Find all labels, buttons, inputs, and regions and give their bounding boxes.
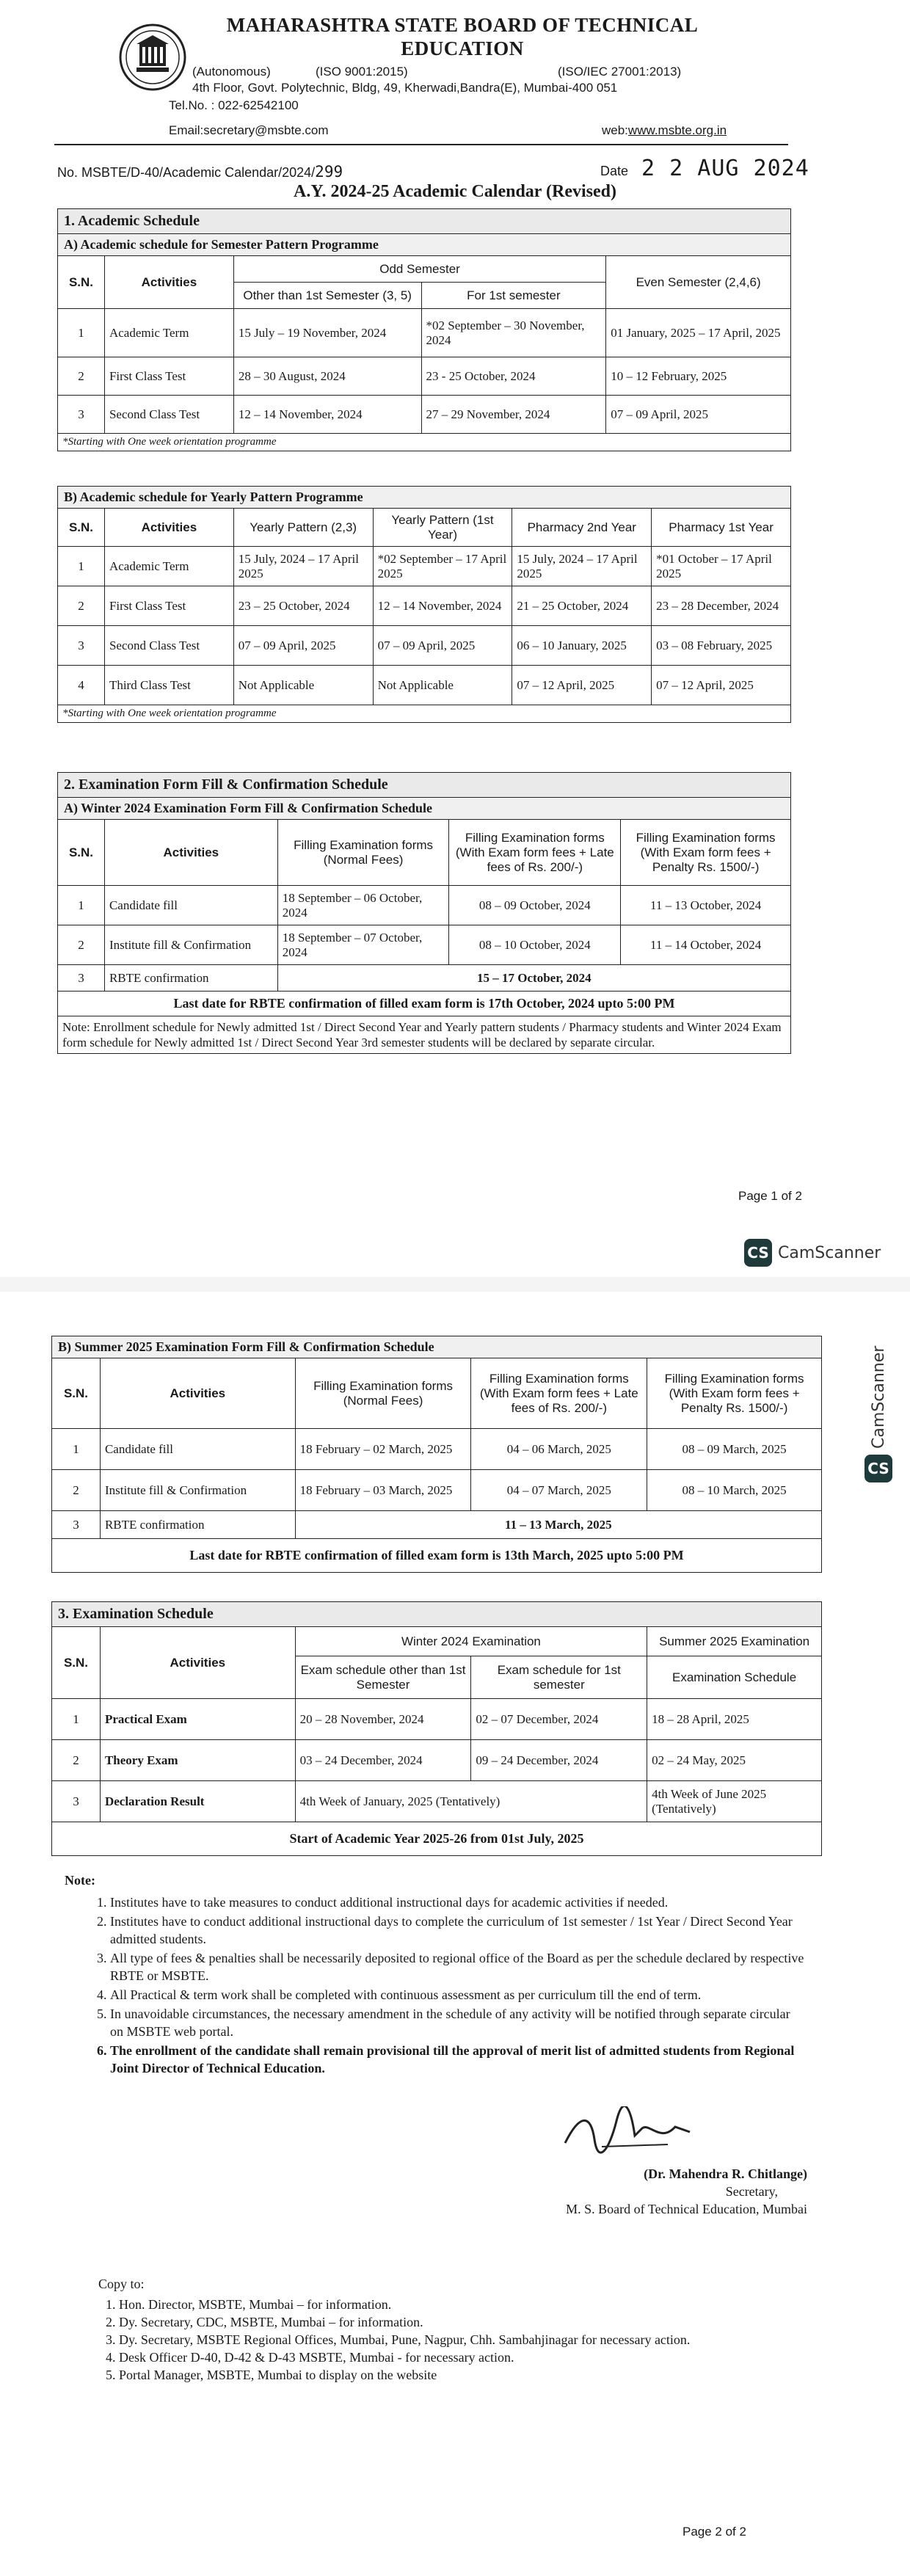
- website[interactable]: [602, 123, 727, 138]
- yearly-schedule-table: B) Academic schedule for Yearly Pattern Programme S.N. Activities Yearly Pattern (2,3) Yearly Pattern (1st Year) Pharmacy 2nd Year Pharmacy 1st Year 1 Academic Term 15 July, 2024 – 17 April 2025 *02 September – 17 April 2025 15 July, 2024 – 17 April 2025 *01 October – 17 April 2025 2 First Class Test 23 – 25 October, 2024 12 – 14 November, 2024 21 – 25 October, 2024 23 – 28 December, 2024 3 Second Class Test 07 – 09 April, 2025 07 – 09 April, 2025 06 – 10 January, 2025 03 – 08 February, 2025 4 Third Class Test Not Applicable Not Applicable 07 – 12 April, 2025 07 – 12 April, 2025 *Starting with One week orientation programme: [57, 486, 791, 723]
- document-title: A.Y. 2024-25 Academic Calendar (Revised): [294, 182, 616, 201]
- iso-27001: (ISO/IEC 27001:2013): [558, 65, 682, 79]
- list-item: 1. Hon. Director, MSBTE, Mumbai – for information.: [119, 2296, 818, 2313]
- section-2a-heading: A) Winter 2024 Examination Form Fill & Confirmation Schedule: [58, 798, 791, 820]
- table-row: 1 Candidate fill 18 February – 02 March, 2025 04 – 06 March, 2025 08 – 09 March, 2025: [52, 1429, 822, 1470]
- table-row: 1 Practical Exam 20 – 28 November, 2024 02 – 07 December, 2024 18 – 28 April, 2025: [52, 1699, 822, 1740]
- msbte-logo-icon: [117, 22, 188, 92]
- table-row: 1 Candidate fill 18 September – 06 October, 2024 08 – 09 October, 2024 11 – 13 October, 2024: [58, 886, 791, 925]
- table-row: 2 Institute fill & Confirmation 18 September – 07 October, 2024 08 – 10 October, 2024 11 – 14 October, 2024: [58, 925, 791, 965]
- examination-schedule-table: 3. Examination Schedule S.N. Activities Winter 2024 Examination Summer 2025 Examination Exam schedule other than 1st Semester Exam schedule for 1st semester Examination Schedule 1 Practical Exam 20 – 28 November, 2024 02 – 07 December, 2024 18 – 28 April, 2025 2 Theory Exam 03 – 24 December, 2024 09 – 24 December, 2024 02 – 24 May, 2025 3 Declaration Result 4th Week of January, 2025 (Tentatively) 4th Week of June 2025 (Tentatively) Start of Academic Year 2025-26 from 01st July, 2025: [51, 1601, 822, 1856]
- last-date-note: Last date for RBTE confirmation of filled exam form is 17th October, 2024 upto 5:00 PM: [58, 992, 791, 1016]
- table-row: 1 Academic Term 15 July – 19 November, 2024 *02 September – 30 November, 2024 01 January, 2025 – 17 April, 2025: [58, 309, 791, 357]
- section-3-heading: 3. Examination Schedule: [52, 1602, 822, 1627]
- list-item: 6. The enrollment of the candidate shall remain provisional till the approval of merit list of admitted students from Regional Joint Director of Technical Education.: [110, 2042, 806, 2077]
- table-row: 2 First Class Test 28 – 30 August, 2024 23 - 25 October, 2024 10 – 12 February, 2025: [58, 357, 791, 396]
- email: Email:secretary@msbte.com: [169, 123, 329, 137]
- signatory-org: M. S. Board of Technical Education, Mumbai: [566, 2202, 807, 2216]
- copy-label: Copy to:: [98, 2277, 145, 2291]
- list-item: 5. In unavoidable circumstances, the necessary amendment in the schedule of any activity will be notified through separate circular on MSBTE web portal.: [110, 2005, 806, 2040]
- camscanner-icon: CS: [744, 1239, 772, 1267]
- col-first-semester: For 1st semester: [421, 283, 606, 309]
- notes: [65, 1871, 806, 2078]
- signature-icon: [558, 2106, 697, 2158]
- list-item: 1. Institutes have to take measures to conduct additional instructional days for academic activities if needed.: [110, 1893, 806, 1911]
- list-item: 5. Portal Manager, MSBTE, Mumbai to display on the website: [119, 2366, 818, 2384]
- signatory-designation: Secretary,: [725, 2184, 778, 2199]
- winter-form-fill-table: 2. Examination Form Fill & Confirmation Schedule A) Winter 2024 Examination Form Fill & Confirmation Schedule S.N. Activities Filling Examination forms (Normal Fees) Filling Examination forms (With Exam form fees + Late fees of Rs. 200/-) Filling Examination forms (With Exam form fees + Penalty Rs. 1500/-) 1 Candidate fill 18 September – 06 October, 2024 08 – 09 October, 2024 11 – 13 October, 2024 2 Institute fill & Confirmation 18 September – 07 October, 2024 08 – 10 October, 2024 11 – 14 October, 2024 3 RBTE confirmation 15 – 17 October, 2024 Last date for RBTE confirmation of filled exam form is 17th October, 2024 upto 5:00 PM Note: Enrollment schedule for Newly admitted 1st / Direct Second Year and Yearly pattern students / Pharmacy students and Winter 2024 Exam form schedule for Newly admitted 1st / Direct Second Year 3rd semester students will be declared by separate circular.: [57, 772, 791, 1054]
- col-odd-semester: Odd Semester: [233, 256, 605, 283]
- list-item: 3. All type of fees & penalties shall be necessarily deposited to regional office of the Board as per the schedule declared by respective RBTE or MSBTE.: [110, 1949, 806, 1984]
- summer-form-fill-table: B) Summer 2025 Examination Form Fill & Confirmation Schedule S.N. Activities Filling Examination forms (Normal Fees) Filling Examination forms (With Exam form fees + Late fees of Rs. 200/-) Filling Examination forms (With Exam form fees + Penalty Rs. 1500/-) 1 Candidate fill 18 February – 02 March, 2025 04 – 06 March, 2025 08 – 09 March, 2025 2 Institute fill & Confirmation 18 February – 03 March, 2025 04 – 07 March, 2025 08 – 10 March, 2025 3 RBTE confirmation 11 – 13 March, 2025 Last date for RBTE confirmation of filled exam form is 13th March, 2025 upto 5:00 PM: [51, 1336, 822, 1573]
- iso-9001: (ISO 9001:2015): [316, 65, 408, 79]
- website-label: web:: [602, 123, 628, 137]
- table-row: 4 Third Class Test Not Applicable Not Applicable 07 – 12 April, 2025 07 – 12 April, 2025: [58, 666, 791, 705]
- page-number: Page 1 of 2: [738, 1189, 802, 1203]
- list-item: 4. All Practical & term work shall be completed with continuous assessment as per curriculum till the end of term.: [110, 1986, 806, 2004]
- section-2-heading: 2. Examination Form Fill & Confirmation Schedule: [58, 773, 791, 798]
- table-row: 3 RBTE confirmation 11 – 13 March, 2025: [52, 1511, 822, 1539]
- board-name: MAHARASHTRA STATE BOARD OF TECHNICAL EDUCATION: [226, 14, 699, 59]
- table-row: 2 Theory Exam 03 – 24 December, 2024 09 – 24 December, 2024 02 – 24 May, 2025: [52, 1740, 822, 1781]
- col-summer-2025: Summer 2025 Examination: [647, 1627, 822, 1656]
- signatory-name: (Dr. Mahendra R. Chitlange): [644, 2166, 807, 2181]
- list-item: 2. Dy. Secretary, CDC, MSBTE, Mumbai – for information.: [119, 2313, 818, 2331]
- copy-to: [98, 2275, 818, 2384]
- col-winter-2024: Winter 2024 Examination: [295, 1627, 647, 1656]
- reference-hand-number: 299: [315, 163, 343, 181]
- autonomous-label: (Autonomous): [192, 65, 271, 79]
- table-row: 3 Declaration Result 4th Week of January, 2025 (Tentatively) 4th Week of June 2025 (Tentatively): [52, 1781, 822, 1822]
- list-item: 3. Dy. Secretary, MSBTE Regional Offices, Mumbai, Pune, Nagpur, Chh. Sambahjinagar for necessary action.: [119, 2331, 818, 2348]
- enrollment-note: Note: Enrollment schedule for Newly admitted 1st / Direct Second Year and Yearly pattern students / Pharmacy students and Winter 2024 Exam form schedule for Newly admitted 1st / Direct Second Year 3rd semester students will be declared by separate circular.: [58, 1016, 791, 1054]
- notes-label: Note:: [65, 1873, 95, 1888]
- table-row: 1 Academic Term 15 July, 2024 – 17 April 2025 *02 September – 17 April 2025 15 July, 2024 – 17 April 2025 *01 October – 17 April 2025: [58, 547, 791, 586]
- address: 4th Floor, Govt. Polytechnic, Bldg, 49, Kherwadi,Bandra(E), Mumbai-400 051: [192, 81, 618, 95]
- page-gap: [0, 1277, 910, 1292]
- table-row: 2 First Class Test 23 – 25 October, 2024 12 – 14 November, 2024 21 – 25 October, 2024 23 – 28 December, 2024: [58, 586, 791, 626]
- website-link[interactable]: www.msbte.org.in: [627, 123, 727, 137]
- reference-number: No. MSBTE/D-40/Academic Calendar/2024/299: [57, 163, 343, 181]
- date-stamp: 2 2 AUG 2024: [641, 156, 809, 181]
- table-row: 3 RBTE confirmation 15 – 17 October, 2024: [58, 965, 791, 992]
- table-row: 3 Second Class Test 12 – 14 November, 2024 27 – 29 November, 2024 07 – 09 April, 2025: [58, 396, 791, 434]
- col-other-semester: Other than 1st Semester (3, 5): [233, 283, 421, 309]
- col-even-semester: Even Semester (2,4,6): [606, 256, 791, 309]
- date: Date 2 2 AUG 2024: [600, 156, 809, 181]
- camscanner-watermark: CS CamScanner: [744, 1239, 881, 1267]
- section-1a-heading: A) Academic schedule for Semester Pattern Programme: [58, 234, 791, 256]
- last-date-note: Last date for RBTE confirmation of filled exam form is 13th March, 2025 upto 5:00 PM: [52, 1539, 822, 1573]
- footnote: *Starting with One week orientation programme: [58, 705, 791, 723]
- col-sn: S.N.: [58, 256, 105, 309]
- col-activities: Activities: [104, 256, 233, 309]
- section-1-heading: 1. Academic Schedule: [58, 209, 791, 234]
- camscanner-icon: CS: [864, 1455, 892, 1482]
- semester-schedule-table: [57, 208, 791, 451]
- list-item: 4. Desk Officer D-40, D-42 & D-43 MSBTE, Mumbai - for necessary action.: [119, 2348, 818, 2366]
- section-2b-heading: B) Summer 2025 Examination Form Fill & Confirmation Schedule: [52, 1336, 822, 1358]
- camscanner-vertical-watermark: CS CamScanner: [864, 1346, 892, 1482]
- telephone: Tel.No. : 022-62542100: [169, 98, 299, 112]
- signature-block: [528, 2165, 807, 2218]
- page-1: [0, 0, 910, 1277]
- table-row: 3 Second Class Test 07 – 09 April, 2025 07 – 09 April, 2025 06 – 10 January, 2025 03 – 08 February, 2025: [58, 626, 791, 666]
- table-row: 2 Institute fill & Confirmation 18 February – 03 March, 2025 04 – 07 March, 2025 08 – 10 March, 2025: [52, 1470, 822, 1511]
- list-item: 2. Institutes have to conduct additional instructional days to complete the curriculum of 1st semester / 1st Year / Direct Second Year admitted students.: [110, 1913, 806, 1948]
- start-next-year: Start of Academic Year 2025-26 from 01st July, 2025: [52, 1822, 822, 1856]
- section-1b-heading: B) Academic schedule for Yearly Pattern Programme: [58, 487, 791, 509]
- footnote: *Starting with One week orientation programme: [58, 434, 791, 451]
- header-divider: [54, 144, 788, 145]
- page-number: Page 2 of 2: [682, 2525, 746, 2539]
